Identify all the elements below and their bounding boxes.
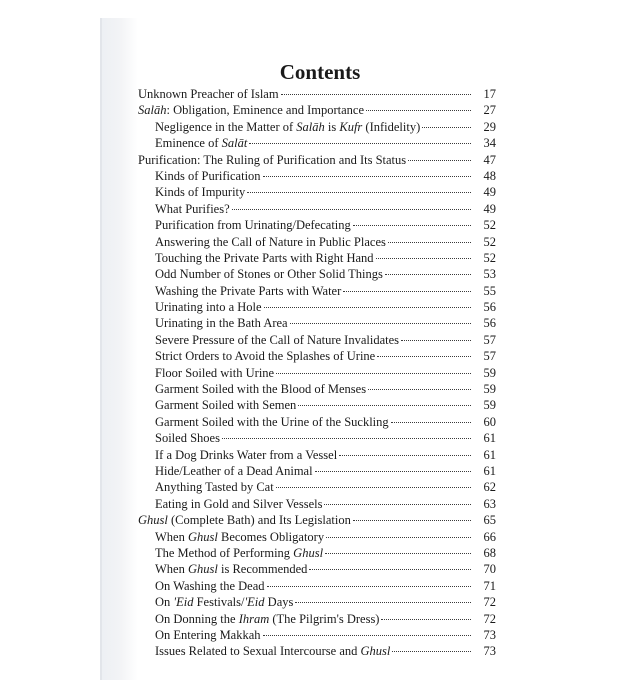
toc-entry-title <box>155 332 399 348</box>
toc-page-number: 59 <box>483 365 496 380</box>
toc-entry-title-italic-part: Kufr <box>339 119 363 134</box>
toc-entry[interactable] <box>138 152 496 168</box>
toc-entry[interactable] <box>138 414 496 430</box>
toc-page-number: 73 <box>483 627 496 642</box>
toc-entry-title-part: What Purifies? <box>155 201 230 216</box>
toc-entry[interactable] <box>138 201 496 217</box>
toc-entry[interactable] <box>138 365 496 381</box>
dot-leader <box>325 553 471 554</box>
toc-entry-title-part: (Infidelity) <box>362 119 421 134</box>
toc-entry-title <box>155 594 293 610</box>
toc-entry[interactable] <box>138 299 496 315</box>
toc-page-number: 59 <box>483 398 496 413</box>
toc-entry-title <box>155 414 389 430</box>
toc-entry-title-italic-part: Ihram <box>238 611 270 626</box>
toc-entry-title-part: Washing the Private Parts with Water <box>155 283 342 298</box>
dot-leader <box>222 438 471 439</box>
dot-leader <box>377 356 471 357</box>
toc-entry-title-part: Garment Soiled with the Blood of Menses <box>155 382 367 397</box>
toc-entry-title <box>155 266 383 282</box>
toc-entry-title-part: Eminence of <box>155 136 222 151</box>
toc-entry[interactable] <box>138 627 496 643</box>
toc-entry-title-part: Odd Number of Stones or Other Solid Things <box>155 267 383 282</box>
dot-leader <box>298 405 471 406</box>
dot-leader <box>249 143 471 144</box>
toc-page-number: 47 <box>483 152 496 167</box>
toc-entry-title-part: If a Dog Drinks Water from a Vessel <box>155 447 338 462</box>
toc-page-number: 48 <box>483 168 496 183</box>
dot-leader <box>290 323 471 324</box>
toc-entry-title-part: Festivals/ <box>193 595 245 610</box>
toc-entry[interactable] <box>138 102 496 118</box>
toc-entry[interactable] <box>138 643 496 659</box>
dot-leader <box>422 127 471 128</box>
toc-page-number: 29 <box>483 119 496 134</box>
toc-entry[interactable] <box>138 447 496 463</box>
dot-leader <box>295 602 471 603</box>
toc-entry[interactable] <box>138 348 496 364</box>
toc-entry-title <box>155 381 366 397</box>
dot-leader <box>247 192 471 193</box>
toc-page-number: 56 <box>483 300 496 315</box>
dot-leader <box>401 340 471 341</box>
dot-leader <box>392 651 471 652</box>
toc-entry[interactable] <box>138 266 496 282</box>
toc-entry-title-part: Negligence in the Matter of <box>155 119 297 134</box>
toc-page-number: 59 <box>483 382 496 397</box>
toc-entry-title-part: Kinds of Purification <box>155 168 261 183</box>
toc-entry-title-part: is Recommended <box>217 562 308 577</box>
toc-entry[interactable] <box>138 561 496 577</box>
toc-entry[interactable] <box>138 184 496 200</box>
page-title: Contents <box>279 60 361 84</box>
toc-entry-title-part: Answering the Call of Nature in Public Places <box>155 234 386 249</box>
toc-entry-title <box>138 152 406 168</box>
dot-leader <box>391 422 471 423</box>
dot-leader <box>276 373 471 374</box>
toc-page-number: 53 <box>483 267 496 282</box>
toc-entry-title-part: On Donning the <box>155 611 239 626</box>
toc-entry-title <box>155 119 420 135</box>
toc-entry-title <box>155 315 288 331</box>
toc-page-number: 34 <box>483 136 496 151</box>
toc-entry-title <box>155 234 386 250</box>
dot-leader <box>388 242 471 243</box>
toc-entry[interactable] <box>138 332 496 348</box>
toc-entry-title-part: Floor Soiled with Urine <box>155 365 275 380</box>
toc-entry-title-part: The Method of Performing <box>155 545 294 560</box>
toc-entry[interactable] <box>138 250 496 266</box>
toc-entry[interactable] <box>138 578 496 594</box>
toc-page-number: 66 <box>483 529 496 544</box>
toc-entry-title <box>155 135 247 151</box>
toc-entry-title-italic-part: Ghusl <box>187 562 218 577</box>
toc-entry-title <box>155 627 261 643</box>
toc-entry-title <box>155 447 337 463</box>
toc-entry-title-part: Soiled Shoes <box>155 431 220 446</box>
toc-entry[interactable] <box>138 545 496 561</box>
dot-leader <box>353 225 471 226</box>
toc-entry-title-part: Urinating in the Bath Area <box>155 316 288 331</box>
toc-entry-title <box>155 561 307 577</box>
toc-entry-title <box>155 299 262 315</box>
toc-entry[interactable] <box>138 529 496 545</box>
toc-entry-title <box>155 463 313 479</box>
toc-entry-title-italic-part: 'Eid <box>173 595 194 610</box>
toc-page-number: 61 <box>483 463 496 478</box>
toc-entry-title-part: When <box>155 562 188 577</box>
toc-entry-title <box>155 217 351 233</box>
toc-entry[interactable] <box>138 86 496 102</box>
toc-entry-title-part: On Washing the Dead <box>155 578 265 593</box>
dot-leader <box>281 94 471 95</box>
toc-page-number: 49 <box>483 185 496 200</box>
toc-entry-title-italic-part: Ghusl <box>293 545 324 560</box>
toc-entry-title-italic-part: 'Eid <box>244 595 265 610</box>
toc-entry-title-part: Issues Related to Sexual Intercourse and <box>155 644 361 659</box>
dot-leader <box>263 635 471 636</box>
dot-leader <box>381 619 471 620</box>
toc-page-number: 61 <box>483 431 496 446</box>
toc-entry[interactable] <box>138 463 496 479</box>
toc-entry-title <box>155 397 296 413</box>
toc-page-number: 52 <box>483 250 496 265</box>
toc-entry-title <box>155 545 323 561</box>
toc-entry-title-part: Garment Soiled with Semen <box>155 398 297 413</box>
toc-page-number: 72 <box>483 595 496 610</box>
toc-entry-title <box>155 578 265 594</box>
toc-entry-title-part: (Complete Bath) and Its Legislation <box>167 513 351 528</box>
dot-leader <box>324 504 471 505</box>
toc-entry-title <box>155 496 322 512</box>
toc-page-number: 71 <box>483 578 496 593</box>
toc-entry-title-part: Kinds of Impurity <box>155 185 246 200</box>
toc-entry-title-italic-part: Salāt <box>221 136 248 151</box>
toc-page-number: 57 <box>483 332 496 347</box>
toc-page-number: 27 <box>483 103 496 118</box>
dot-leader <box>343 291 471 292</box>
toc-entry-title <box>155 201 230 217</box>
toc-page-number: 70 <box>483 562 496 577</box>
toc-entry[interactable] <box>138 168 496 184</box>
toc-page-number: 72 <box>483 611 496 626</box>
toc-page-number: 73 <box>483 644 496 659</box>
toc-entry[interactable] <box>138 234 496 250</box>
dot-leader <box>315 471 471 472</box>
toc-entry[interactable] <box>138 611 496 627</box>
dot-leader <box>264 307 471 308</box>
toc-entry-title <box>138 512 351 528</box>
toc-entry-title-part: On <box>155 595 174 610</box>
toc-entry[interactable] <box>138 283 496 299</box>
toc-entry-title-part: Anything Tasted by Cat <box>155 480 274 495</box>
page-edge <box>100 18 102 680</box>
toc-entry[interactable] <box>138 430 496 446</box>
toc-page-number: 65 <box>483 513 496 528</box>
toc-entry-title-part: Touching the Private Parts with Right Hand <box>155 250 374 265</box>
toc-entry-title-part: (The Pilgrim's Dress) <box>269 611 380 626</box>
toc-page-number: 61 <box>483 447 496 462</box>
toc-entry-title-part: Purification from Urinating/Defecating <box>155 218 351 233</box>
toc-entry-title <box>155 611 379 627</box>
toc-entry-title <box>155 479 274 495</box>
toc-entry-title-italic-part: Ghusl <box>138 513 168 528</box>
toc-entry-title <box>155 184 245 200</box>
toc-entry[interactable] <box>138 496 496 512</box>
toc-entry-title-italic-part: Salāh <box>138 103 167 118</box>
toc-entry-title-part: Strict Orders to Avoid the Splashes of Urine <box>155 349 376 364</box>
dot-leader <box>368 389 471 390</box>
toc-page-number: 49 <box>483 201 496 216</box>
toc-page-number: 63 <box>483 496 496 511</box>
toc-entry-title-part: Purification: The Ruling of Purification and Its Status <box>138 152 407 167</box>
toc-entry-title <box>155 250 374 266</box>
toc-entry-title-italic-part: Ghusl <box>360 644 391 659</box>
toc-entry[interactable] <box>138 217 496 233</box>
dot-leader <box>267 586 471 587</box>
toc-page-number: 52 <box>483 218 496 233</box>
toc-page-number: 60 <box>483 414 496 429</box>
toc-entry-title-italic-part: Salāh <box>296 119 325 134</box>
toc-entry-title-part: is <box>324 119 340 134</box>
toc-entry[interactable] <box>138 512 496 528</box>
toc-page-number: 68 <box>483 545 496 560</box>
toc-entry-title <box>138 86 279 102</box>
toc-entry-title-part: Severe Pressure of the Call of Nature Invalidates <box>155 332 400 347</box>
toc-entry-title <box>155 283 341 299</box>
toc-entry[interactable] <box>138 381 496 397</box>
toc-entry-title <box>155 365 274 381</box>
dot-leader <box>276 487 471 488</box>
toc-entry[interactable] <box>138 119 496 135</box>
toc-entry-title <box>155 430 220 446</box>
dot-leader <box>309 569 471 570</box>
toc-entry[interactable] <box>138 479 496 495</box>
dot-leader <box>339 455 471 456</box>
table-of-contents <box>138 86 496 660</box>
toc-entry-title-part: Hide/Leather of a Dead Animal <box>155 463 313 478</box>
toc-entry-title-part: Urinating into a Hole <box>155 300 262 315</box>
dot-leader <box>366 110 471 111</box>
dot-leader <box>353 520 471 521</box>
toc-entry-title-part: Garment Soiled with the Urine of the Suckling <box>155 414 389 429</box>
toc-entry-title <box>155 643 390 659</box>
toc-entry[interactable] <box>138 397 496 413</box>
toc-entry-title-part: When <box>155 529 188 544</box>
dot-leader <box>385 274 471 275</box>
toc-entry[interactable] <box>138 594 496 610</box>
toc-page-number: 57 <box>483 349 496 364</box>
toc-page-number: 62 <box>483 480 496 495</box>
toc-page-number: 52 <box>483 234 496 249</box>
toc-entry[interactable] <box>138 135 496 151</box>
toc-entry-title-part: On Entering Makkah <box>155 627 261 642</box>
toc-entry-title <box>155 348 375 364</box>
toc-entry[interactable] <box>138 315 496 331</box>
toc-entry-title-part: Unknown Preacher of Islam <box>138 87 279 101</box>
dot-leader <box>326 537 471 538</box>
toc-page-number: 56 <box>483 316 496 331</box>
toc-entry-title-part: Days <box>264 595 294 610</box>
toc-entry-title-part: Becomes Obligatory <box>217 529 325 544</box>
toc-page-number: 17 <box>483 87 496 101</box>
toc-entry-title <box>138 102 364 118</box>
page-binding-shadow <box>100 18 138 680</box>
dot-leader <box>376 258 471 259</box>
dot-leader <box>232 209 471 210</box>
toc-entry-title <box>155 168 261 184</box>
toc-entry-title-part: : Obligation, Eminence and Importance <box>166 103 364 118</box>
toc-entry-title-italic-part: Ghusl <box>187 529 218 544</box>
toc-entry-title <box>155 529 324 545</box>
toc-entry-title-part: Eating in Gold and Silver Vessels <box>155 496 323 511</box>
dot-leader <box>263 176 471 177</box>
dot-leader <box>408 160 471 161</box>
toc-page-number: 55 <box>483 283 496 298</box>
